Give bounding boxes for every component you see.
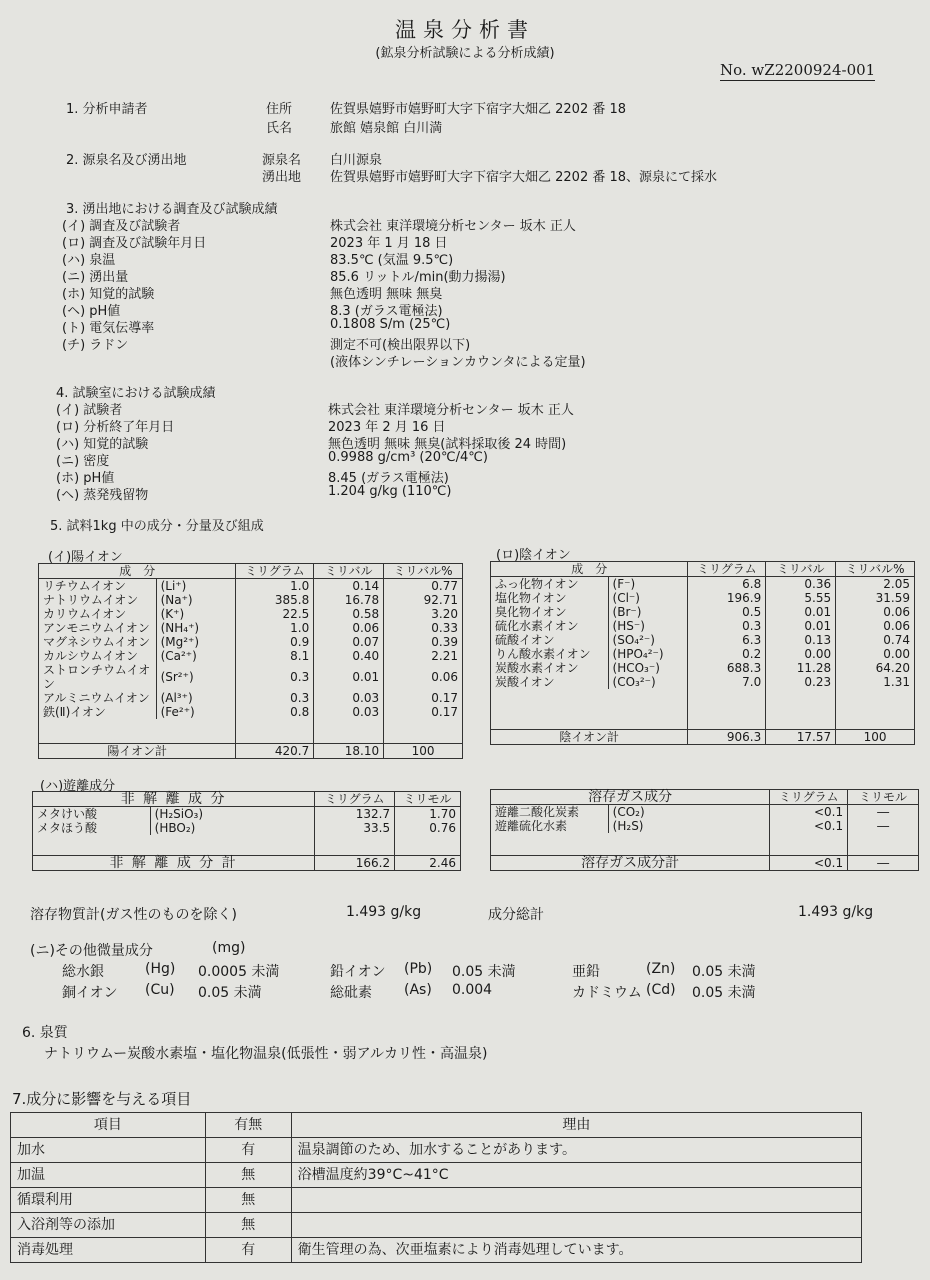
mg-value: 0.5: [688, 605, 766, 619]
mg-value: 0.3: [236, 663, 314, 691]
col-header: 溶存ガス成分: [491, 790, 770, 805]
ion-formula: (Sr²⁺): [156, 663, 236, 691]
ion-name: 炭酸水素イオン: [491, 661, 609, 675]
component-name: メタほう酸: [33, 821, 151, 835]
table-row: [491, 591, 915, 605]
ion-name: 炭酸イオン: [491, 675, 609, 689]
table-row: [491, 805, 919, 820]
mg-value: 7.0: [688, 675, 766, 689]
trace-symbol: (Cu): [145, 982, 175, 998]
s3-value: 株式会社 東洋環境分析センター 坂木 正人: [330, 219, 576, 234]
mg-value: 132.7: [315, 807, 395, 822]
mval-value: 0.07: [314, 635, 384, 649]
solute-total-value: 1.493 g/kg: [346, 904, 422, 920]
page-title: 温泉分析書: [395, 18, 535, 42]
s3-row: [0, 300, 930, 318]
col-header: ミリグラム: [236, 564, 314, 579]
s3-row: [0, 232, 930, 250]
table-row: [39, 607, 463, 621]
trace-heading-row: [0, 940, 930, 958]
s4-row: [0, 484, 930, 502]
source-value: 白川源泉: [330, 153, 383, 168]
s3-row: [0, 249, 930, 267]
section-5-heading-row: [0, 515, 930, 533]
mg-value: <0.1: [770, 805, 848, 820]
s4-key: (ハ) 知覚的試験: [56, 437, 149, 452]
s4-key: (ホ) pH値: [56, 471, 115, 486]
ion-name: 塩化物イオン: [491, 591, 609, 605]
mg-value: 6.3: [688, 633, 766, 647]
ion-name: 鉄(Ⅱ)イオン: [39, 705, 157, 719]
total-row: [491, 856, 919, 871]
table-row: [491, 619, 915, 633]
s3-row: [0, 351, 930, 369]
table-row: [11, 1188, 862, 1213]
s3-value: 2023 年 1 月 18 日: [330, 236, 448, 251]
mval-percent: 3.20: [384, 607, 463, 621]
col-header: ミリバル: [766, 562, 836, 577]
s4-value: 1.204 g/kg (110℃): [328, 484, 452, 499]
mval-value: 0.40: [314, 649, 384, 663]
table-row: [39, 691, 463, 705]
ion-name: ストロンチウムイオン: [39, 663, 157, 691]
influence-table: [10, 1112, 862, 1263]
mval-percent: 31.59: [836, 591, 915, 605]
mg-value: 0.9: [236, 635, 314, 649]
table-row: [33, 807, 461, 822]
table-row: [39, 593, 463, 607]
mg-value: 0.2: [688, 647, 766, 661]
s3-key: (ヘ) pH値: [62, 304, 121, 319]
page-subtitle: (鉱泉分析試験による分析成績): [375, 46, 555, 61]
trace-name: 亜鉛: [572, 964, 600, 980]
ion-formula: (CO₃²⁻): [608, 675, 688, 689]
s4-key: (ヘ) 蒸発残留物: [56, 488, 149, 503]
mval-value: 0.00: [766, 647, 836, 661]
gas-table: [490, 789, 919, 871]
trace-unit: (mg): [212, 940, 246, 956]
total-mmol: ―: [848, 856, 919, 871]
reason: 温泉調節のため、加水することがあります。: [291, 1138, 861, 1163]
ion-name: カルシウムイオン: [39, 649, 157, 663]
trace-row-2: [0, 982, 930, 1000]
mg-value: 1.0: [236, 579, 314, 594]
s4-key: (ロ) 分析終了年月日: [56, 420, 175, 435]
section-4-heading: 4. 試験室における試験成績: [56, 386, 216, 401]
table-row: [39, 635, 463, 649]
total-label: 非 解 離 成 分 計: [33, 856, 315, 871]
ion-name: アルミニウムイオン: [39, 691, 157, 705]
ion-formula: (Na⁺): [156, 593, 236, 607]
mmol-value: ―: [848, 819, 919, 833]
col-header: 成 分: [491, 562, 688, 577]
trace-name: 銅イオン: [62, 985, 118, 1001]
total-row: [39, 744, 463, 759]
mval-value: 0.14: [314, 579, 384, 594]
table-row: [11, 1238, 862, 1263]
ion-name: 臭化物イオン: [491, 605, 609, 619]
spacer-row: [39, 719, 463, 744]
item-name: 入浴剤等の添加: [11, 1213, 206, 1238]
mg-value: 0.3: [688, 619, 766, 633]
col-header: ミリグラム: [315, 792, 395, 807]
section-4-heading-row: [0, 382, 930, 400]
mval-percent: 92.71: [384, 593, 463, 607]
mg-value: 385.8: [236, 593, 314, 607]
trace-name: 鉛イオン: [330, 964, 386, 980]
mval-value: 0.36: [766, 577, 836, 592]
col-header: ミリバル: [314, 564, 384, 579]
ion-name: リチウムイオン: [39, 579, 157, 594]
trace-symbol: (Pb): [404, 961, 433, 977]
mval-value: 0.58: [314, 607, 384, 621]
table-row: [491, 661, 915, 675]
s3-key: (イ) 調査及び試験者: [62, 219, 181, 234]
mg-value: 33.5: [315, 821, 395, 835]
section-6-heading-row: [0, 1022, 930, 1040]
s3-key: (ロ) 調査及び試験年月日: [62, 236, 207, 251]
trace-value: 0.05 未満: [692, 985, 756, 1001]
table-header-row: [491, 790, 919, 805]
section-3-heading: 3. 湧出地における調査及び試験成績: [66, 202, 278, 217]
col-header: 有無: [205, 1113, 291, 1138]
presence: 無: [205, 1213, 291, 1238]
s4-value: 無色透明 無味 無臭(試料採取後 24 時間): [328, 437, 567, 452]
col-header: 項目: [11, 1113, 206, 1138]
presence: 有: [205, 1238, 291, 1263]
table-row: [39, 705, 463, 719]
trace-symbol: (Cd): [646, 982, 676, 998]
grand-total-value: 1.493 g/kg: [798, 904, 874, 920]
mval-value: 11.28: [766, 661, 836, 675]
name-value: 旅館 嬉泉館 白川満: [330, 121, 443, 136]
section-6-heading: 6. 泉質: [22, 1025, 68, 1041]
undissoc-table: [32, 791, 461, 871]
address-value: 佐賀県嬉野市嬉野町大字下宿字大畑乙 2202 番 18: [330, 102, 627, 117]
item-name: 消毒処理: [11, 1238, 206, 1263]
col-header: ミリモル: [395, 792, 461, 807]
ion-formula: (K⁺): [156, 607, 236, 621]
table-row: [491, 819, 919, 833]
component-formula: (H₂SiO₃): [150, 807, 315, 822]
s3-key: (チ) ラドン: [62, 338, 129, 353]
total-label: 陰イオン計: [491, 730, 688, 745]
mval-value: 0.01: [314, 663, 384, 691]
ion-name: カリウムイオン: [39, 607, 157, 621]
s3-value: 0.1808 S/m (25℃): [330, 317, 451, 332]
s3-key: (ハ) 泉温: [62, 253, 116, 268]
mg-value: 0.3: [236, 691, 314, 705]
applicant-address-row: [0, 98, 930, 116]
s3-row: [0, 283, 930, 301]
item-name: 加温: [11, 1163, 206, 1188]
trace-value: 0.05 未満: [692, 964, 756, 980]
ion-name: 硫化水素イオン: [491, 619, 609, 633]
ion-formula: (SO₄²⁻): [608, 633, 688, 647]
trace-symbol: (As): [404, 982, 432, 998]
s4-key: (ニ) 密度: [56, 454, 110, 469]
total-mmol: 2.46: [395, 856, 461, 871]
ion-name: りん酸水素イオン: [491, 647, 609, 661]
s4-row: [0, 416, 930, 434]
total-mg: <0.1: [770, 856, 848, 871]
reason: 衛生管理の為、次亜塩素により消毒処理しています。: [291, 1238, 861, 1263]
totals-row: [0, 904, 930, 922]
table-row: [491, 605, 915, 619]
mval-percent: 2.21: [384, 649, 463, 663]
presence: 有: [205, 1138, 291, 1163]
table-header-row: [11, 1113, 862, 1138]
s3-key: (ト) 電気伝導率: [62, 321, 155, 336]
undissoc-label: (ハ)遊離成分: [40, 779, 116, 794]
ion-name: マグネシウムイオン: [39, 635, 157, 649]
mval-percent: 0.33: [384, 621, 463, 635]
gas-formula: (CO₂): [608, 805, 770, 820]
mval-value: 0.03: [314, 705, 384, 719]
ion-name: 硫酸イオン: [491, 633, 609, 647]
ion-formula: (HCO₃⁻): [608, 661, 688, 675]
cation-table: [38, 563, 463, 759]
mval-value: 0.23: [766, 675, 836, 689]
mval-percent: 0.06: [836, 605, 915, 619]
mg-value: 0.8: [236, 705, 314, 719]
mg-value: 1.0: [236, 621, 314, 635]
mg-value: 6.8: [688, 577, 766, 592]
table-row: [11, 1138, 862, 1163]
section-5-heading: 5. 試料1kg 中の成分・分量及び組成: [50, 519, 264, 534]
s4-value: 2023 年 2 月 16 日: [328, 420, 446, 435]
location-label: 湧出地: [262, 170, 302, 185]
mg-value: 8.1: [236, 649, 314, 663]
anion-table: [490, 561, 915, 745]
ion-formula: (Mg²⁺): [156, 635, 236, 649]
s3-row: [0, 334, 930, 352]
trace-name: カドミウム: [572, 985, 642, 1001]
mval-percent: 0.17: [384, 705, 463, 719]
trace-name: 総水銀: [62, 964, 104, 980]
table-row: [11, 1213, 862, 1238]
solute-total-label: 溶存物質計(ガス性のものを除く): [30, 907, 237, 923]
mmol-value: 1.70: [395, 807, 461, 822]
s3-value: 83.5℃ (気温 9.5℃): [330, 253, 454, 268]
reason: 浴槽温度約39°C~41°C: [291, 1163, 861, 1188]
s3-value: (液体シンチレーションカウンタによる定量): [330, 355, 586, 370]
table-header-row: [39, 564, 463, 579]
mval-value: 0.13: [766, 633, 836, 647]
s4-value: 0.9988 g/cm³ (20℃/4℃): [328, 450, 488, 465]
s3-value: 測定不可(検出限界以下): [330, 338, 471, 353]
ion-formula: (Cl⁻): [608, 591, 688, 605]
trace-name: 総砒素: [330, 985, 372, 1001]
source-name-row: [0, 149, 930, 167]
total-label: 溶存ガス成分計: [491, 856, 770, 871]
component-name: メタけい酸: [33, 807, 151, 822]
table-row: [39, 649, 463, 663]
total-row: [491, 730, 915, 745]
cation-label: (イ)陽イオン: [48, 550, 123, 565]
s4-key: (イ) 試験者: [56, 403, 123, 418]
spring-quality-row: [0, 1043, 930, 1061]
ion-formula: (Al³⁺): [156, 691, 236, 705]
reason: [291, 1213, 861, 1238]
mval-percent: 0.74: [836, 633, 915, 647]
mg-value: <0.1: [770, 819, 848, 833]
ion-formula: (F⁻): [608, 577, 688, 592]
name-label: 氏名: [266, 121, 293, 136]
total-percent: 100: [384, 744, 463, 759]
table-row: [39, 621, 463, 635]
ion-name: ふっ化物イオン: [491, 577, 609, 592]
section-7-heading-row: [0, 1088, 930, 1106]
mval-percent: 64.20: [836, 661, 915, 675]
component-formula: (HBO₂): [150, 821, 315, 835]
gas-formula: (H₂S): [608, 819, 770, 833]
s4-row: [0, 433, 930, 451]
spacer-row: [33, 835, 461, 856]
mval-percent: 0.06: [836, 619, 915, 633]
gas-name: 遊離二酸化炭素: [491, 805, 609, 820]
address-label: 住所: [266, 102, 293, 117]
s4-row: [0, 450, 930, 468]
s3-value: 無色透明 無味 無臭: [330, 287, 443, 302]
trace-heading: (ニ)その他微量成分: [30, 943, 153, 959]
total-mg: 166.2: [315, 856, 395, 871]
total-label: 陽イオン計: [39, 744, 236, 759]
total-mval: 17.57: [766, 730, 836, 745]
mval-percent: 0.00: [836, 647, 915, 661]
section-2-heading: 2. 源泉名及び湧出地: [66, 153, 187, 168]
mval-value: 0.01: [766, 605, 836, 619]
total-mg: 420.7: [236, 744, 314, 759]
section-3-heading-row: [0, 198, 930, 216]
s4-value: 8.45 (ガラス電極法): [328, 471, 449, 486]
mval-value: 16.78: [314, 593, 384, 607]
trace-value: 0.004: [452, 982, 493, 998]
grand-total-label: 成分総計: [488, 907, 544, 923]
reason: [291, 1188, 861, 1213]
col-header: ミリモル: [848, 790, 919, 805]
ion-name: アンモニウムイオン: [39, 621, 157, 635]
col-header: ミリグラム: [770, 790, 848, 805]
section-7-heading: 7.成分に影響を与える項目: [12, 1090, 192, 1108]
table-row: [491, 577, 915, 592]
ion-formula: (Fe²⁺): [156, 705, 236, 719]
trace-value: 0.05 未満: [198, 985, 262, 1001]
presence: 無: [205, 1188, 291, 1213]
ion-name: ナトリウムイオン: [39, 593, 157, 607]
total-row: [33, 856, 461, 871]
s3-row: [0, 215, 930, 233]
section-1-heading: 1. 分析申請者: [66, 102, 148, 117]
mval-percent: 0.06: [384, 663, 463, 691]
col-header: ミリバル%: [384, 564, 463, 579]
mval-percent: 1.31: [836, 675, 915, 689]
mmol-value: 0.76: [395, 821, 461, 835]
col-header: ミリバル%: [836, 562, 915, 577]
mval-value: 0.01: [766, 619, 836, 633]
spacer-row: [491, 833, 919, 856]
document-number: No. wZ2200924-001: [720, 61, 876, 79]
s3-value: 85.6 リットル/min(動力揚湯): [330, 270, 506, 285]
item-name: 加水: [11, 1138, 206, 1163]
trace-value: 0.05 未満: [452, 964, 516, 980]
mval-value: 0.03: [314, 691, 384, 705]
mval-percent: 2.05: [836, 577, 915, 592]
mg-value: 22.5: [236, 607, 314, 621]
col-header: 成 分: [39, 564, 236, 579]
mval-percent: 0.77: [384, 579, 463, 594]
trace-symbol: (Zn): [646, 961, 676, 977]
table-row: [11, 1163, 862, 1188]
total-mg: 906.3: [688, 730, 766, 745]
col-header: 理由: [291, 1113, 861, 1138]
spacer-row: [491, 689, 915, 730]
mval-value: 5.55: [766, 591, 836, 605]
gas-name: 遊離硫化水素: [491, 819, 609, 833]
trace-symbol: (Hg): [145, 961, 176, 977]
ion-formula: (Ca²⁺): [156, 649, 236, 663]
table-row: [491, 675, 915, 689]
s3-key: (ホ) 知覚的試験: [62, 287, 155, 302]
ion-formula: (HS⁻): [608, 619, 688, 633]
source-label: 源泉名: [262, 153, 302, 168]
table-header-row: [491, 562, 915, 577]
mval-percent: 0.39: [384, 635, 463, 649]
s3-row: [0, 317, 930, 335]
table-header-row: [33, 792, 461, 807]
mmol-value: ―: [848, 805, 919, 820]
ion-formula: (Br⁻): [608, 605, 688, 619]
ion-formula: (NH₄⁺): [156, 621, 236, 635]
location-value: 佐賀県嬉野市嬉野町大字下宿字大畑乙 2202 番 18、源泉にて採水: [330, 170, 718, 185]
table-row: [33, 821, 461, 835]
mval-percent: 0.17: [384, 691, 463, 705]
trace-row-1: [0, 961, 930, 979]
ion-formula: (HPO₄²⁻): [608, 647, 688, 661]
s4-value: 株式会社 東洋環境分析センター 坂木 正人: [328, 403, 574, 418]
s3-key: (ニ) 湧出量: [62, 270, 129, 285]
mg-value: 196.9: [688, 591, 766, 605]
total-percent: 100: [836, 730, 915, 745]
mg-value: 688.3: [688, 661, 766, 675]
table-row: [491, 633, 915, 647]
total-mval: 18.10: [314, 744, 384, 759]
table-row: [491, 647, 915, 661]
col-header: 非 解 離 成 分: [33, 792, 315, 807]
s3-value: 8.3 (ガラス電極法): [330, 304, 443, 319]
col-header: ミリグラム: [688, 562, 766, 577]
mval-value: 0.06: [314, 621, 384, 635]
s3-row: [0, 266, 930, 284]
spring-quality-text: ナトリウムー炭酸水素塩・塩化物温泉(低張性・弱アルカリ性・高温泉): [44, 1046, 488, 1062]
item-name: 循環利用: [11, 1188, 206, 1213]
source-location-row: [0, 166, 930, 184]
table-row: [39, 663, 463, 691]
applicant-name-row: [0, 117, 930, 135]
ion-formula: (Li⁺): [156, 579, 236, 594]
s4-row: [0, 399, 930, 417]
table-row: [39, 579, 463, 594]
presence: 無: [205, 1163, 291, 1188]
trace-value: 0.0005 未満: [198, 964, 280, 980]
anion-label: (ロ)陰イオン: [496, 548, 571, 563]
s4-row: [0, 467, 930, 485]
